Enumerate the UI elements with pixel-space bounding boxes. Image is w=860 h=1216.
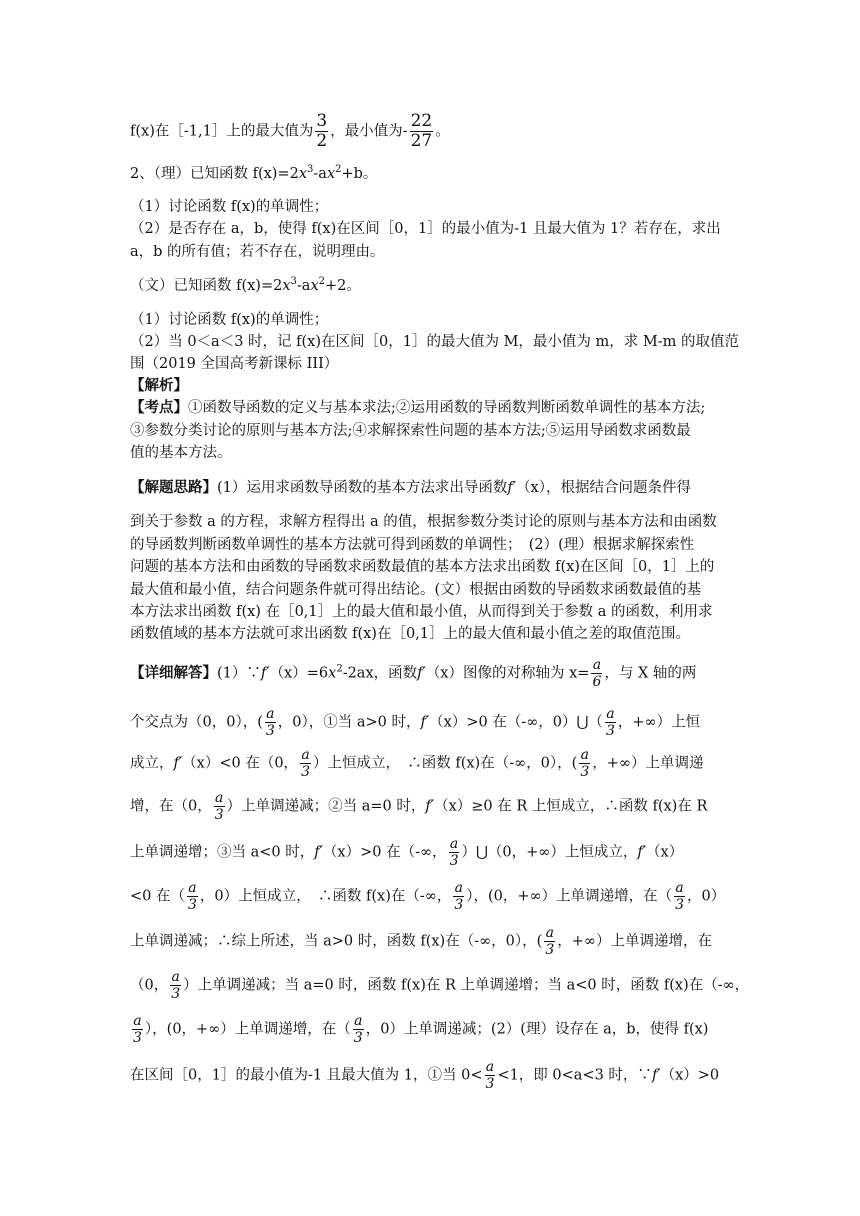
var-x: x bbox=[282, 278, 291, 294]
fraction-a-3 bbox=[449, 836, 460, 869]
exponent: 2 bbox=[336, 663, 343, 675]
denominator: 6 bbox=[592, 674, 602, 690]
numerator: a bbox=[266, 706, 275, 722]
numerator: a bbox=[215, 790, 224, 806]
fraction-22-27 bbox=[410, 112, 434, 151]
fraction-a-3 bbox=[544, 925, 555, 958]
text: （文）已知函数 f(x)=2 bbox=[130, 278, 283, 294]
text: ，0）上恒成立， ∴函数 f(x)在（-∞， bbox=[199, 888, 452, 905]
label: 【详细解答】 bbox=[130, 665, 217, 682]
text: ，0） bbox=[687, 888, 726, 905]
denominator: 3 bbox=[214, 807, 224, 823]
denominator: 3 bbox=[187, 897, 197, 913]
text: ）⋃（0，+∞）上恒成立， bbox=[461, 844, 638, 861]
numerator: a bbox=[454, 880, 463, 896]
text-line bbox=[130, 276, 361, 296]
denominator: 3 bbox=[545, 942, 555, 958]
text-line bbox=[130, 1059, 719, 1092]
text: ），(0，+∞）上单调递增，在（ bbox=[466, 888, 673, 905]
denominator: 3 bbox=[605, 723, 615, 739]
text: （x） bbox=[646, 844, 684, 861]
denominator: 3 bbox=[485, 1076, 495, 1092]
f-prime: f′ bbox=[417, 665, 426, 682]
denominator: 3 bbox=[171, 986, 181, 1002]
fraction-a-3 bbox=[453, 880, 464, 913]
exponent: 2 bbox=[335, 164, 342, 175]
var-x: x bbox=[328, 665, 337, 682]
numerator: a bbox=[545, 925, 554, 941]
text-line: 问题的基本方法和由函数的导函数求函数最值的基本方法求出函数 f(x)在区间［0，1］上的 bbox=[130, 559, 715, 575]
text: ，最小值为- bbox=[330, 123, 408, 140]
numerator: a bbox=[485, 1059, 495, 1075]
var-x: x bbox=[326, 166, 336, 182]
text-line bbox=[130, 112, 450, 151]
denominator: 3 bbox=[449, 853, 459, 869]
numerator: a bbox=[580, 747, 589, 763]
text-line: 本方法求出函数 f(x) 在［0,1］上的最大值和最小值，从而得到关于参数 a 的函数，利用求 bbox=[130, 604, 713, 620]
denominator: 2 bbox=[316, 131, 328, 151]
text: +2。 bbox=[325, 278, 361, 294]
numerator: a bbox=[675, 880, 684, 896]
denominator: 3 bbox=[675, 897, 685, 913]
label: 【解题思路】 bbox=[130, 480, 217, 496]
denominator: 27 bbox=[410, 131, 433, 151]
text: （0， bbox=[130, 977, 169, 994]
f-prime: f′ bbox=[651, 1067, 661, 1084]
fraction-a-3 bbox=[132, 1013, 143, 1046]
denominator: 3 bbox=[580, 764, 590, 780]
fraction-a-3 bbox=[187, 880, 198, 913]
text-line bbox=[130, 398, 705, 418]
text-line bbox=[130, 657, 696, 690]
numerator: a bbox=[592, 657, 602, 673]
denominator: 3 bbox=[301, 764, 310, 780]
exponent: 3 bbox=[290, 276, 297, 287]
text-line: （2）当 0＜a＜3 时，记 f(x)在区间［0，1］的最大值为 M，最小值为 m，求 M-m 的取值范 bbox=[130, 334, 739, 350]
text: <0 在（ bbox=[130, 888, 185, 905]
text: ）上单调递减；当 a=0 时，函数 f(x)在 R 上单调递增；当 a<0 时，函数 f(x)在（-∞， bbox=[183, 977, 750, 994]
numerator: a bbox=[449, 836, 459, 852]
label: 【考点】 bbox=[130, 400, 188, 416]
text: ），(0，+∞）上单调递增，在（ bbox=[144, 1021, 351, 1038]
text-line: 围（2019 全国高考新课标 III） bbox=[130, 356, 339, 372]
numerator: a bbox=[301, 747, 310, 763]
numerator: a bbox=[354, 1013, 363, 1029]
text: （x）=6 bbox=[269, 665, 329, 682]
text: 。 bbox=[435, 123, 450, 140]
numerator: a bbox=[133, 1013, 142, 1029]
text: 增，在（0， bbox=[130, 798, 212, 815]
numerator: a bbox=[188, 880, 197, 896]
fraction-a-3 bbox=[674, 880, 685, 913]
var-x: x bbox=[310, 278, 319, 294]
text: （x）>0 在（-∞， bbox=[322, 844, 447, 861]
text-line: 值的基本方法。 bbox=[130, 445, 232, 461]
fraction-a-3 bbox=[265, 706, 276, 739]
text: 上单调递增；③当 a<0 时， bbox=[130, 844, 315, 861]
f-prime: f′ bbox=[420, 714, 430, 731]
text: 2、（理）已知函数 f(x)=2 bbox=[130, 166, 299, 182]
text-line bbox=[130, 164, 377, 184]
text: -a bbox=[296, 278, 311, 294]
text-line bbox=[130, 478, 691, 498]
fraction-a-3 bbox=[485, 1059, 496, 1092]
text-line bbox=[130, 880, 725, 913]
text-line: 函数值域的基本方法就可求出函数 f(x)在［0,1］上的最大值和最小值之差的取值范围。 bbox=[130, 626, 691, 642]
fraction-a-3 bbox=[353, 1013, 364, 1046]
text: -a bbox=[313, 166, 327, 182]
text: ，+∞）上恒 bbox=[617, 714, 701, 731]
exponent: 2 bbox=[318, 276, 326, 287]
f-prime: f′ bbox=[507, 480, 517, 496]
text: ，0）上单调递减；(2）(理）设存在 a，b，使得 f(x) bbox=[365, 1021, 709, 1038]
text-line: 到关于参数 a 的方程，求解方程得出 a 的值，根据参数分类讨论的原则与基本方法和由函数 bbox=[130, 514, 717, 530]
text: ）上单调递减；②当 a=0 时， bbox=[226, 798, 426, 815]
text-line: （2）是否存在 a，b，使得 f(x)在区间［0，1］的最小值为-1 且最大值为 1？若存在，求出 bbox=[130, 221, 721, 237]
f-prime: f′ bbox=[637, 844, 647, 861]
text: <1，即 0<a<3 时，∵ bbox=[497, 1067, 652, 1084]
text: +b。 bbox=[341, 166, 378, 182]
fraction-a-3 bbox=[579, 747, 590, 780]
text: ①函数导函数的定义与基本求法;②运用函数的导函数判断函数单调性的基本方法; bbox=[188, 400, 706, 416]
fraction-a-3 bbox=[605, 706, 616, 739]
fraction-a-3 bbox=[170, 969, 181, 1002]
f-prime: f′ bbox=[425, 798, 435, 815]
text-line: （1）讨论函数 f(x)的单调性； bbox=[130, 199, 329, 215]
exponent: 3 bbox=[307, 164, 314, 175]
text-line bbox=[130, 925, 712, 958]
text: ）上恒成立， ∴函数 f(x)在（-∞，0），( bbox=[312, 755, 578, 772]
numerator: a bbox=[606, 706, 615, 722]
text: -2ax，函数 bbox=[342, 665, 418, 682]
var-x: x bbox=[298, 166, 308, 182]
text-line bbox=[130, 706, 700, 739]
numerator: a bbox=[171, 969, 180, 985]
text: ，+∞）上单调递 bbox=[592, 755, 704, 772]
f-prime: f′ bbox=[260, 665, 270, 682]
text: （x）≥0 在 R 上恒成立，∴函数 f(x)在 R bbox=[434, 798, 708, 815]
text: （x），根据结合问题条件得 bbox=[516, 480, 691, 496]
text: 上单调递减；∴综上所述，当 a>0 时，函数 f(x)在（-∞，0），( bbox=[130, 933, 543, 950]
text: （x）>0 在（-∞，0）⋃（ bbox=[429, 714, 603, 731]
text: （x）<0 在（0， bbox=[182, 755, 299, 772]
text: 在区间［0，1］的最小值为-1 且最大值为 1，①当 0< bbox=[130, 1067, 483, 1084]
fraction-a-6 bbox=[591, 657, 602, 690]
text-line: a，b 的所有值；若不存在，说明理由。 bbox=[130, 244, 385, 260]
numerator: 3 bbox=[316, 111, 328, 131]
text-line: ③参数分类讨论的原则与基本方法;④求解探索性问题的基本方法;⑤运用导函数求函数最 bbox=[130, 423, 691, 439]
text: （x）>0 bbox=[660, 1067, 720, 1084]
f-prime: f′ bbox=[314, 844, 323, 861]
denominator: 3 bbox=[353, 1030, 363, 1046]
denominator: 3 bbox=[133, 1030, 142, 1046]
text-line bbox=[130, 747, 703, 780]
text: ，与 X 轴的两 bbox=[604, 665, 697, 682]
text: ，0），①当 a>0 时， bbox=[277, 714, 421, 731]
text: f(x)在［-1,1］上的最大值为 bbox=[130, 123, 314, 140]
fraction-a-3 bbox=[300, 747, 311, 780]
fraction-a-3 bbox=[214, 790, 225, 823]
text: （x）图像的对称轴为 x= bbox=[425, 665, 590, 682]
text: 成立， bbox=[130, 755, 174, 772]
denominator: 3 bbox=[265, 723, 275, 739]
denominator: 3 bbox=[454, 897, 464, 913]
section-heading: 【解析】 bbox=[130, 378, 188, 394]
text-line bbox=[130, 1013, 708, 1046]
text: (1）∵ bbox=[217, 665, 261, 682]
numerator: 22 bbox=[410, 111, 433, 131]
text-line bbox=[130, 790, 707, 823]
text: ，+∞）上单调递增，在 bbox=[557, 933, 712, 950]
text: (1）运用求函数导函数的基本方法求出导函数 bbox=[217, 480, 508, 496]
text-line: （1）讨论函数 f(x)的单调性； bbox=[130, 312, 329, 328]
fraction-3-2 bbox=[315, 112, 328, 151]
f-prime: f′ bbox=[173, 755, 183, 772]
text-line bbox=[130, 836, 683, 869]
text: 个交点为（0，0），( bbox=[130, 714, 263, 731]
text-line bbox=[130, 969, 749, 1002]
text-line: 的导函数判断函数单调性的基本方法就可得到函数的单调性； (2）(理）根据求解探索性 bbox=[130, 537, 695, 553]
text-line: 最大值和最小值，结合问题条件就可得出结论。(文）根据由函数的导函数求函数最值的基 bbox=[130, 582, 702, 598]
